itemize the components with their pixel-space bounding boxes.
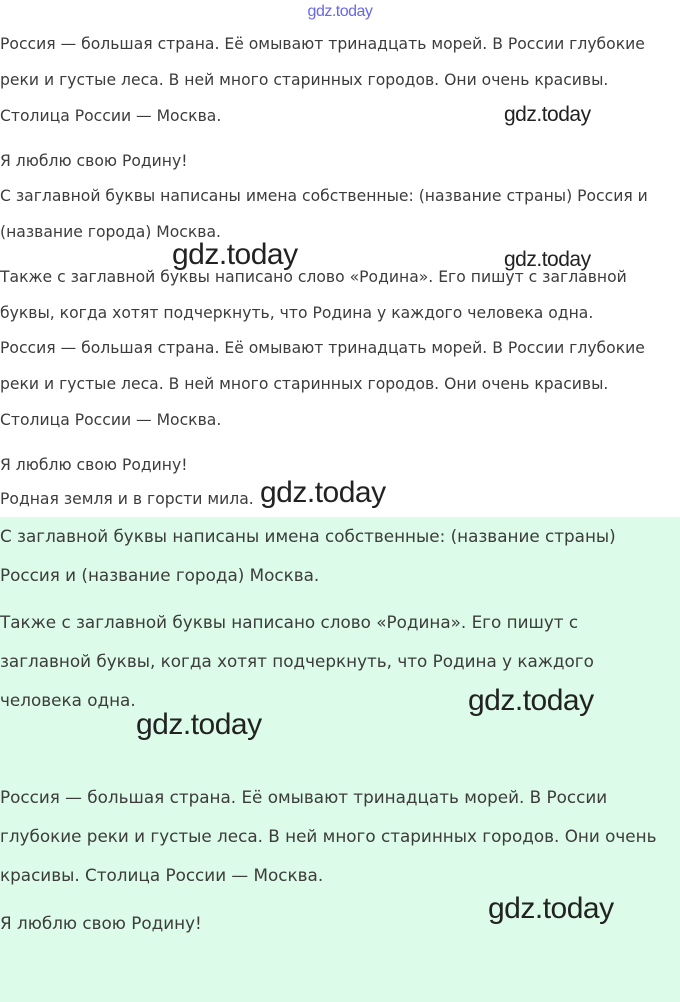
- top-paragraph-5-line-2: реки и густые леса. В ней много старинных городов. Они очень красивы.: [0, 375, 609, 393]
- top-paragraph-4-line-1: Также с заглавной буквы написано слово «Родина». Его пишут с заглавной: [0, 268, 627, 286]
- green-paragraph-1-line-1: С заглавной буквы написаны имена собственные: (название страны): [0, 526, 616, 546]
- top-paragraph-5-line-1: Россия — большая страна. Её омывают тринадцать морей. В России глубокие: [0, 339, 645, 357]
- watermark: gdz.today: [504, 248, 591, 271]
- top-paragraph-3-line-2: (название города) Москва.: [0, 223, 221, 241]
- green-paragraph-2-line-2: заглавной буквы, когда хотят подчеркнуть, что Родина у каждого: [0, 651, 594, 671]
- watermark: gdz.today: [488, 892, 614, 925]
- top-paragraph-3-line-1: С заглавной буквы написаны имена собственные: (название страны) Россия и: [0, 187, 648, 205]
- green-paragraph-2-line-3: человека одна.: [0, 690, 136, 710]
- top-paragraph-1-line-1: Россия — большая страна. Её омывают тринадцать морей. В России глубокие: [0, 35, 645, 53]
- top-paragraph-4-line-2: буквы, когда хотят подчеркнуть, что Родина у каждого человека одна.: [0, 304, 594, 322]
- watermark: gdz.today: [468, 684, 594, 717]
- top-paragraph-1-line-3: Столица России — Москва.: [0, 107, 222, 125]
- site-label: gdz.today: [307, 3, 373, 20]
- watermark: gdz.today: [136, 708, 262, 741]
- watermark: gdz.today: [172, 238, 298, 271]
- green-paragraph-3-line-3: красивы. Столица России — Москва.: [0, 865, 324, 885]
- green-paragraph-4-line-1: Я люблю свою Родину!: [0, 913, 202, 933]
- green-paragraph-3-line-1: Россия — большая страна. Её омывают тринадцать морей. В России: [0, 787, 608, 807]
- green-paragraph-1-line-2: Россия и (название города) Москва.: [0, 565, 320, 585]
- top-paragraph-2-line-1: Я люблю свою Родину!: [0, 152, 188, 170]
- watermark: gdz.today: [504, 103, 591, 126]
- top-paragraph-6-line-1: Я люблю свою Родину!: [0, 456, 188, 474]
- green-paragraph-2-line-1: Также с заглавной буквы написано слово «Родина». Его пишут с: [0, 612, 579, 632]
- top-paragraph-7-line-1: Родная земля и в горсти мила.: [0, 490, 254, 508]
- green-paragraph-3-line-2: глубокие реки и густые леса. В ней много старинных городов. Они очень: [0, 826, 657, 846]
- watermark: gdz.today: [260, 476, 386, 509]
- top-paragraph-5-line-3: Столица России — Москва.: [0, 411, 222, 429]
- top-paragraph-1-line-2: реки и густые леса. В ней много старинных городов. Они очень красивы.: [0, 71, 609, 89]
